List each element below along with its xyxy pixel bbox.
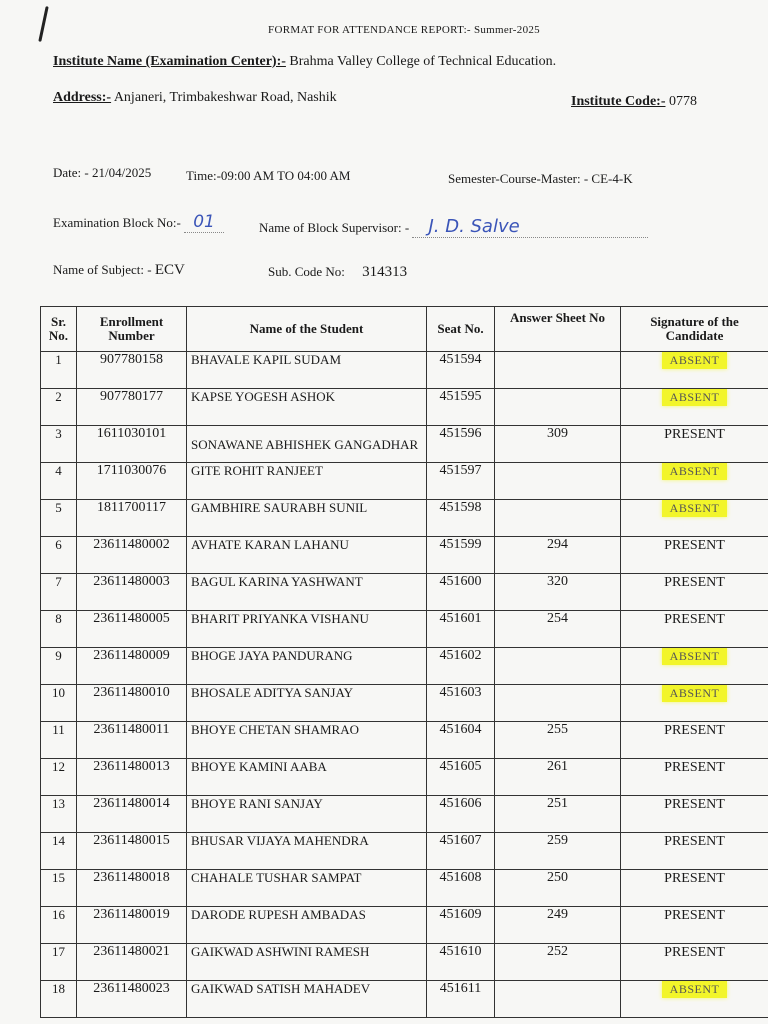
attendance-status: ABSENT	[662, 648, 728, 665]
header-seat: Seat No.	[427, 307, 495, 352]
signature-cell	[621, 759, 768, 796]
address-value: Anjaneri, Trimbakeshwar Road, Nashik	[113, 90, 337, 105]
enrollment-cell: 1711030076	[77, 463, 187, 500]
attendance-status: ABSENT	[662, 352, 728, 369]
enrollment-cell: 23611480009	[77, 648, 187, 685]
enrollment-cell: 907780177	[77, 389, 187, 426]
enrollment-cell: 1811700117	[77, 500, 187, 537]
student-name-cell: BAGUL KARINA YASHWANT	[187, 574, 427, 611]
enrollment-cell: 23611480014	[77, 796, 187, 833]
table-row	[41, 944, 768, 981]
enrollment-cell: 23611480013	[77, 759, 187, 796]
sr-cell: 2	[41, 389, 77, 426]
seat-cell: 451600	[427, 574, 495, 611]
attendance-status: ABSENT	[662, 981, 728, 998]
seat-cell: 451607	[427, 833, 495, 870]
seat-cell: 451595	[427, 389, 495, 426]
sr-cell: 10	[41, 685, 77, 722]
table-row	[41, 611, 768, 648]
seat-cell: 451606	[427, 796, 495, 833]
answer-sheet-cell: 249	[495, 907, 621, 944]
attendance-status: PRESENT	[664, 760, 725, 775]
attendance-status: PRESENT	[664, 908, 725, 923]
student-name-cell: CHAHALE TUSHAR SAMPAT	[187, 870, 427, 907]
table-row	[41, 870, 768, 907]
student-name-cell: BHOYE KAMINI AABA	[187, 759, 427, 796]
enrollment-cell: 23611480015	[77, 833, 187, 870]
signature-cell	[621, 537, 768, 574]
table-row	[41, 796, 768, 833]
signature-cell	[621, 648, 768, 685]
enrollment-cell: 23611480005	[77, 611, 187, 648]
signature-cell	[621, 944, 768, 981]
attendance-status: PRESENT	[664, 575, 725, 590]
student-name-cell: BHAVALE KAPIL SUDAM	[187, 352, 427, 389]
attendance-status: ABSENT	[662, 463, 728, 480]
sr-cell: 14	[41, 833, 77, 870]
signature-cell	[621, 981, 768, 1018]
header-signature: Signature of the Candidate	[621, 307, 768, 352]
enrollment-cell: 23611480018	[77, 870, 187, 907]
seat-cell: 451598	[427, 500, 495, 537]
answer-sheet-cell: 250	[495, 870, 621, 907]
signature-cell	[621, 463, 768, 500]
table-row	[41, 537, 768, 574]
supervisor-signature: J. D. Salve	[412, 216, 648, 238]
subject-value: ECV	[154, 262, 185, 278]
supervisor-label: Name of Block Supervisor: -	[259, 220, 410, 235]
subcode-line	[268, 264, 407, 281]
subcode-value: 314313	[362, 264, 408, 280]
seat-cell: 451608	[427, 870, 495, 907]
answer-sheet-cell	[495, 981, 621, 1018]
sr-cell: 13	[41, 796, 77, 833]
enrollment-cell: 23611480019	[77, 907, 187, 944]
subject-label: Name of Subject: -	[53, 262, 152, 277]
subcode-label: Sub. Code No:	[268, 264, 345, 279]
enrollment-cell: 23611480023	[77, 981, 187, 1018]
enrollment-cell: 907780158	[77, 352, 187, 389]
student-name-cell: BHOGE JAYA PANDURANG	[187, 648, 427, 685]
signature-cell	[621, 833, 768, 870]
seat-cell: 451597	[427, 463, 495, 500]
sr-cell: 7	[41, 574, 77, 611]
enrollment-cell: 23611480021	[77, 944, 187, 981]
student-name-cell: GAIKWAD ASHWINI RAMESH	[187, 944, 427, 981]
exam-date: Date: - 21/04/2025	[53, 165, 152, 180]
attendance-status: PRESENT	[664, 945, 725, 960]
header-name: Name of the Student	[187, 307, 427, 352]
table-row	[41, 426, 768, 463]
table-row	[41, 500, 768, 537]
block-number: 01	[184, 212, 224, 233]
attendance-status: ABSENT	[662, 500, 728, 517]
table-row	[41, 389, 768, 426]
exam-time: Time:-09:00 AM TO 04:00 AM	[186, 168, 351, 183]
student-name-cell: BHOYE RANI SANJAY	[187, 796, 427, 833]
student-name-cell: SONAWANE ABHISHEK GANGADHAR	[187, 426, 427, 463]
seat-cell: 451611	[427, 981, 495, 1018]
institute-name: Brahma Valley College of Technical Education.	[289, 54, 557, 69]
answer-sheet-cell: 309	[495, 426, 621, 463]
institute-line	[53, 54, 556, 70]
attendance-status: PRESENT	[664, 612, 725, 627]
sr-cell: 1	[41, 352, 77, 389]
signature-cell	[621, 796, 768, 833]
answer-sheet-cell	[495, 463, 621, 500]
sr-cell: 11	[41, 722, 77, 759]
enrollment-cell: 23611480002	[77, 537, 187, 574]
sr-cell: 4	[41, 463, 77, 500]
answer-sheet-cell: 252	[495, 944, 621, 981]
attendance-status: PRESENT	[664, 723, 725, 738]
header-sr: Sr. No.	[41, 307, 77, 352]
seat-cell: 451599	[427, 537, 495, 574]
student-name-cell: BHOSALE ADITYA SANJAY	[187, 685, 427, 722]
seat-cell: 451603	[427, 685, 495, 722]
block-line	[53, 212, 224, 233]
attendance-status: PRESENT	[664, 834, 725, 849]
answer-sheet-cell: 261	[495, 759, 621, 796]
table-row	[41, 463, 768, 500]
signature-cell	[621, 500, 768, 537]
signature-cell	[621, 907, 768, 944]
answer-sheet-cell	[495, 500, 621, 537]
sr-cell: 9	[41, 648, 77, 685]
table-row	[41, 648, 768, 685]
answer-sheet-cell	[495, 389, 621, 426]
table-row	[41, 574, 768, 611]
header-enrollment: Enrollment Number	[77, 307, 187, 352]
student-name-cell: GITE ROHIT RANJEET	[187, 463, 427, 500]
sr-cell: 18	[41, 981, 77, 1018]
table-body	[41, 352, 768, 1018]
attendance-status: PRESENT	[664, 538, 725, 553]
seat-cell: 451604	[427, 722, 495, 759]
address-label: Address:-	[53, 90, 112, 105]
seat-cell: 451602	[427, 648, 495, 685]
sr-cell: 3	[41, 426, 77, 463]
table-row	[41, 685, 768, 722]
signature-cell	[621, 722, 768, 759]
header-answer-sheet: Answer Sheet No	[495, 307, 621, 352]
signature-cell	[621, 352, 768, 389]
institute-code-label: Institute Code:-	[571, 94, 666, 109]
institute-label: Institute Name (Examination Center):-	[53, 54, 286, 69]
attendance-status: PRESENT	[664, 871, 725, 886]
student-name-cell: GAMBHIRE SAURABH SUNIL	[187, 500, 427, 537]
institute-code-line	[571, 94, 697, 110]
seat-cell: 451605	[427, 759, 495, 796]
table-header-row	[41, 307, 768, 352]
student-name-cell: GAIKWAD SATISH MAHADEV	[187, 981, 427, 1018]
semester-course-master: Semester-Course-Master: - CE-4-K	[448, 171, 633, 186]
institute-code-value: 0778	[669, 94, 697, 109]
student-name-cell: BHUSAR VIJAYA MAHENDRA	[187, 833, 427, 870]
enrollment-cell: 23611480011	[77, 722, 187, 759]
table-row	[41, 833, 768, 870]
answer-sheet-cell: 254	[495, 611, 621, 648]
attendance-status: PRESENT	[664, 427, 725, 442]
sr-cell: 16	[41, 907, 77, 944]
sr-cell: 6	[41, 537, 77, 574]
seat-cell: 451596	[427, 426, 495, 463]
answer-sheet-cell	[495, 352, 621, 389]
address-line	[53, 90, 337, 106]
answer-sheet-cell: 320	[495, 574, 621, 611]
seat-cell: 451610	[427, 944, 495, 981]
signature-cell	[621, 611, 768, 648]
table-row	[41, 981, 768, 1018]
table-row	[41, 907, 768, 944]
student-name-cell: AVHATE KARAN LAHANU	[187, 537, 427, 574]
sr-cell: 5	[41, 500, 77, 537]
student-name-cell: DARODE RUPESH AMBADAS	[187, 907, 427, 944]
seat-cell: 451601	[427, 611, 495, 648]
report-title: FORMAT FOR ATTENDANCE REPORT:- Summer-2025	[268, 24, 540, 36]
subject-line	[53, 262, 185, 279]
supervisor-line	[259, 216, 648, 238]
attendance-table	[40, 306, 768, 1018]
answer-sheet-cell	[495, 648, 621, 685]
sr-cell: 8	[41, 611, 77, 648]
answer-sheet-cell	[495, 685, 621, 722]
table-row	[41, 352, 768, 389]
signature-cell	[621, 685, 768, 722]
enrollment-cell: 1611030101	[77, 426, 187, 463]
attendance-status: ABSENT	[662, 685, 728, 702]
seat-cell: 451609	[427, 907, 495, 944]
signature-cell	[621, 426, 768, 463]
student-name-cell: BHARIT PRIYANKA VISHANU	[187, 611, 427, 648]
sr-cell: 17	[41, 944, 77, 981]
attendance-status: PRESENT	[664, 797, 725, 812]
signature-cell	[621, 574, 768, 611]
answer-sheet-cell: 259	[495, 833, 621, 870]
signature-cell	[621, 389, 768, 426]
block-label: Examination Block No:-	[53, 215, 181, 230]
enrollment-cell: 23611480003	[77, 574, 187, 611]
signature-cell	[621, 870, 768, 907]
attendance-status: ABSENT	[662, 389, 728, 406]
table-row	[41, 722, 768, 759]
answer-sheet-cell: 255	[495, 722, 621, 759]
table-row	[41, 759, 768, 796]
student-name-cell: KAPSE YOGESH ASHOK	[187, 389, 427, 426]
enrollment-cell: 23611480010	[77, 685, 187, 722]
answer-sheet-cell: 294	[495, 537, 621, 574]
answer-sheet-cell: 251	[495, 796, 621, 833]
student-name-cell: BHOYE CHETAN SHAMRAO	[187, 722, 427, 759]
sr-cell: 15	[41, 870, 77, 907]
seat-cell: 451594	[427, 352, 495, 389]
sr-cell: 12	[41, 759, 77, 796]
